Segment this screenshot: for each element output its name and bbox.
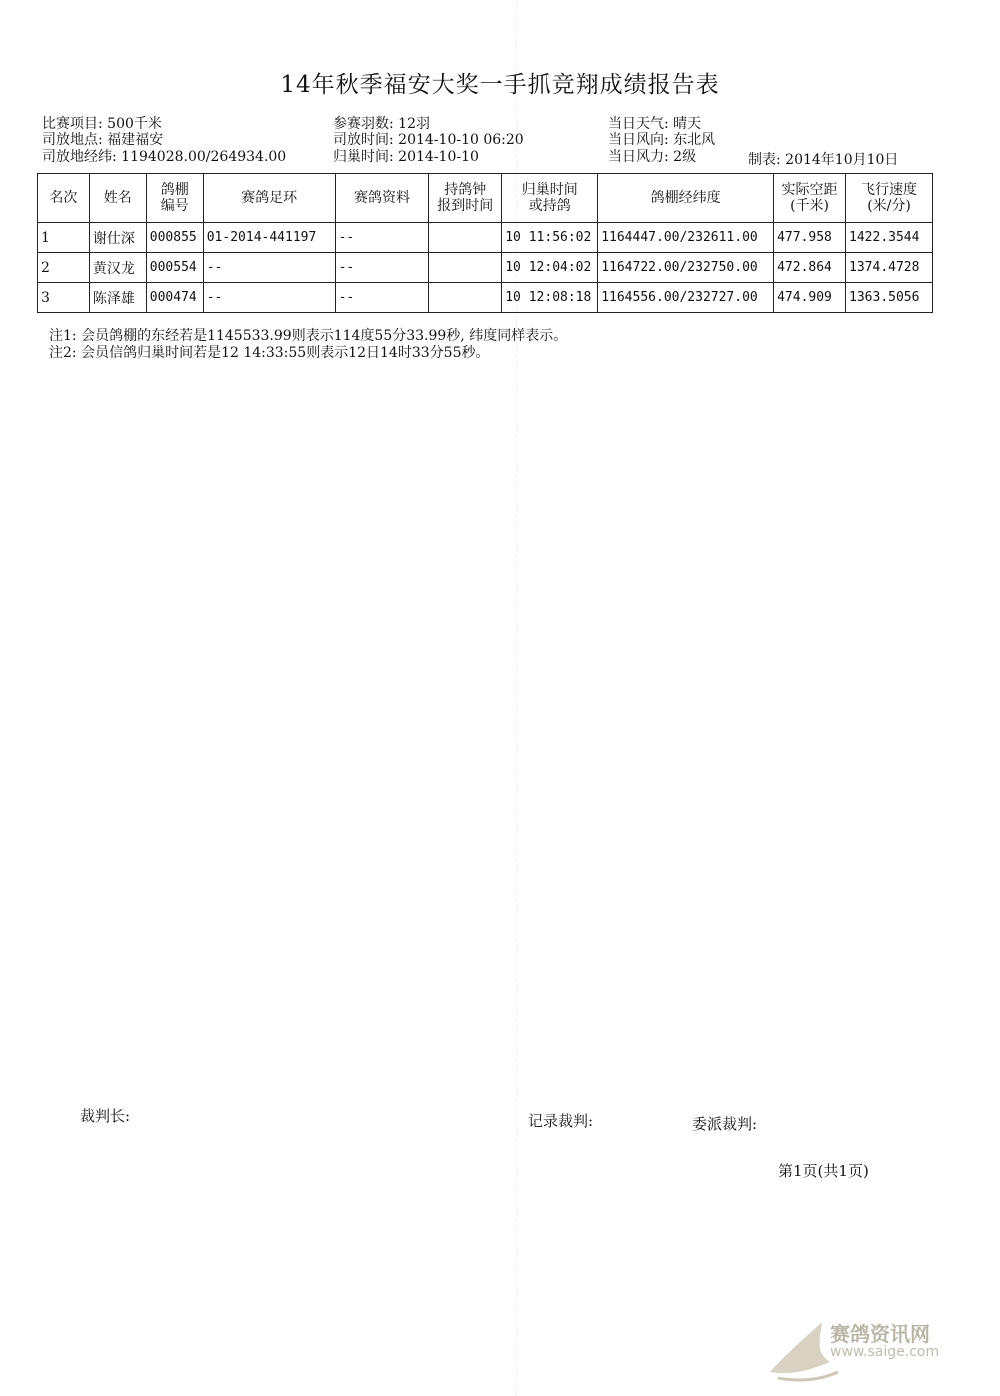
report-title: 14年秋季福安大奖一手抓竞翔成绩报告表 bbox=[280, 72, 720, 98]
table-header-row bbox=[38, 174, 933, 223]
cell-info: -- bbox=[335, 283, 429, 313]
cell-distance: 474.909 bbox=[774, 283, 846, 313]
header-ring: 赛鸽足环 bbox=[203, 174, 335, 223]
info-wind-direction bbox=[608, 133, 715, 148]
results-table bbox=[37, 173, 933, 313]
info-return-time-label: 归巢时间: bbox=[333, 149, 394, 165]
table-row bbox=[38, 283, 933, 313]
header-coords: 鸽棚经纬度 bbox=[598, 174, 774, 223]
header-speed: 飞行速度 (米/分) bbox=[846, 174, 933, 223]
info-release-place-label: 司放地点: bbox=[42, 132, 103, 148]
info-wind-force-value: 2级 bbox=[673, 149, 697, 165]
note-2: 注2: 会员信鸽归巢时间若是12 14:33:55则表示12日14时33分55秒。 bbox=[49, 345, 490, 361]
header-distance: 实际空距 (千米) bbox=[774, 174, 846, 223]
cell-speed: 1374.4728 bbox=[846, 253, 933, 283]
header-loft-id: 鸽棚 编号 bbox=[146, 174, 203, 223]
note-1: 注1: 会员鸽棚的东经若是1145533.99则表示114度55分33.99秒, 纬度同样表示。 bbox=[49, 328, 568, 344]
cell-rank: 3 bbox=[38, 283, 90, 313]
info-release-place bbox=[42, 133, 163, 148]
cell-loft-id: 000474 bbox=[146, 283, 203, 313]
info-made-date-value: 2014年10月10日 bbox=[785, 152, 899, 168]
info-release-coords-value: 1194028.00/264934.00 bbox=[121, 149, 287, 165]
cell-speed: 1422.3544 bbox=[846, 223, 933, 253]
cell-info: -- bbox=[335, 223, 429, 253]
cell-clock-time bbox=[429, 223, 502, 253]
cell-clock-time bbox=[429, 253, 502, 283]
watermark-text: 赛鸽资讯网 bbox=[830, 1322, 930, 1346]
info-event-value: 500千米 bbox=[107, 116, 162, 132]
info-release-time bbox=[333, 133, 524, 148]
cell-arrival: 10 11:56:02 bbox=[502, 223, 598, 253]
info-wind-force-label: 当日风力: bbox=[608, 149, 669, 165]
signature-record-judge: 记录裁判: bbox=[528, 1112, 594, 1130]
cell-ring: -- bbox=[203, 253, 335, 283]
header-info: 赛鸽资料 bbox=[335, 174, 429, 223]
cell-coords: 1164447.00/232611.00 bbox=[598, 223, 774, 253]
info-event bbox=[42, 117, 162, 132]
cell-coords: 1164556.00/232727.00 bbox=[598, 283, 774, 313]
watermark-url: www.saige.com bbox=[830, 1344, 940, 1360]
info-release-time-value: 2014-10-10 06:20 bbox=[398, 132, 524, 148]
info-wind-force bbox=[608, 150, 696, 165]
info-wind-direction-label: 当日风向: bbox=[608, 132, 669, 148]
table-row bbox=[38, 223, 933, 253]
cell-arrival: 10 12:04:02 bbox=[502, 253, 598, 283]
page-number: 第1页(共1页) bbox=[778, 1162, 869, 1180]
cell-arrival: 10 12:08:18 bbox=[502, 283, 598, 313]
info-entries bbox=[333, 117, 430, 132]
header-rank: 名次 bbox=[38, 174, 90, 223]
info-weather bbox=[608, 117, 701, 132]
header-arrival: 归巢时间 或持鸽 bbox=[502, 174, 598, 223]
info-entries-value: 12羽 bbox=[398, 116, 430, 132]
info-release-place-value: 福建福安 bbox=[107, 132, 164, 148]
pigeon-logo-wing-icon bbox=[770, 1322, 830, 1373]
info-entries-label: 参赛羽数: bbox=[333, 116, 394, 132]
info-release-coords-label: 司放地经纬: bbox=[42, 149, 117, 165]
info-release-time-label: 司放时间: bbox=[333, 132, 394, 148]
info-return-time-value: 2014-10-10 bbox=[398, 149, 479, 165]
cell-distance: 472.864 bbox=[774, 253, 846, 283]
cell-distance: 477.958 bbox=[774, 223, 846, 253]
cell-clock-time bbox=[429, 283, 502, 313]
header-name: 姓名 bbox=[89, 174, 146, 223]
info-event-label: 比赛项目: bbox=[42, 116, 103, 132]
cell-loft-id: 000855 bbox=[146, 223, 203, 253]
header-clock-time: 持鸽钟 报到时间 bbox=[429, 174, 502, 223]
cell-rank: 2 bbox=[38, 253, 90, 283]
info-return-time bbox=[333, 150, 479, 165]
pigeon-logo-swoosh-icon bbox=[778, 1372, 838, 1380]
info-made-date bbox=[748, 153, 898, 168]
signature-assigned-judge: 委派裁判: bbox=[692, 1115, 758, 1133]
cell-coords: 1164722.00/232750.00 bbox=[598, 253, 774, 283]
info-made-date-label: 制表: bbox=[748, 152, 781, 168]
table-row bbox=[38, 253, 933, 283]
cell-ring: 01-2014-441197 bbox=[203, 223, 335, 253]
cell-rank: 1 bbox=[38, 223, 90, 253]
info-wind-direction-value: 东北风 bbox=[673, 132, 716, 148]
info-weather-label: 当日天气: bbox=[608, 116, 669, 132]
signature-chief-judge: 裁判长: bbox=[80, 1107, 131, 1125]
cell-ring: -- bbox=[203, 283, 335, 313]
info-release-coords bbox=[42, 150, 286, 165]
cell-speed: 1363.5056 bbox=[846, 283, 933, 313]
cell-name: 陈泽雄 bbox=[89, 283, 146, 313]
info-weather-value: 晴天 bbox=[673, 116, 702, 132]
cell-name: 谢仕深 bbox=[89, 223, 146, 253]
cell-info: -- bbox=[335, 253, 429, 283]
cell-name: 黄汉龙 bbox=[89, 253, 146, 283]
cell-loft-id: 000554 bbox=[146, 253, 203, 283]
